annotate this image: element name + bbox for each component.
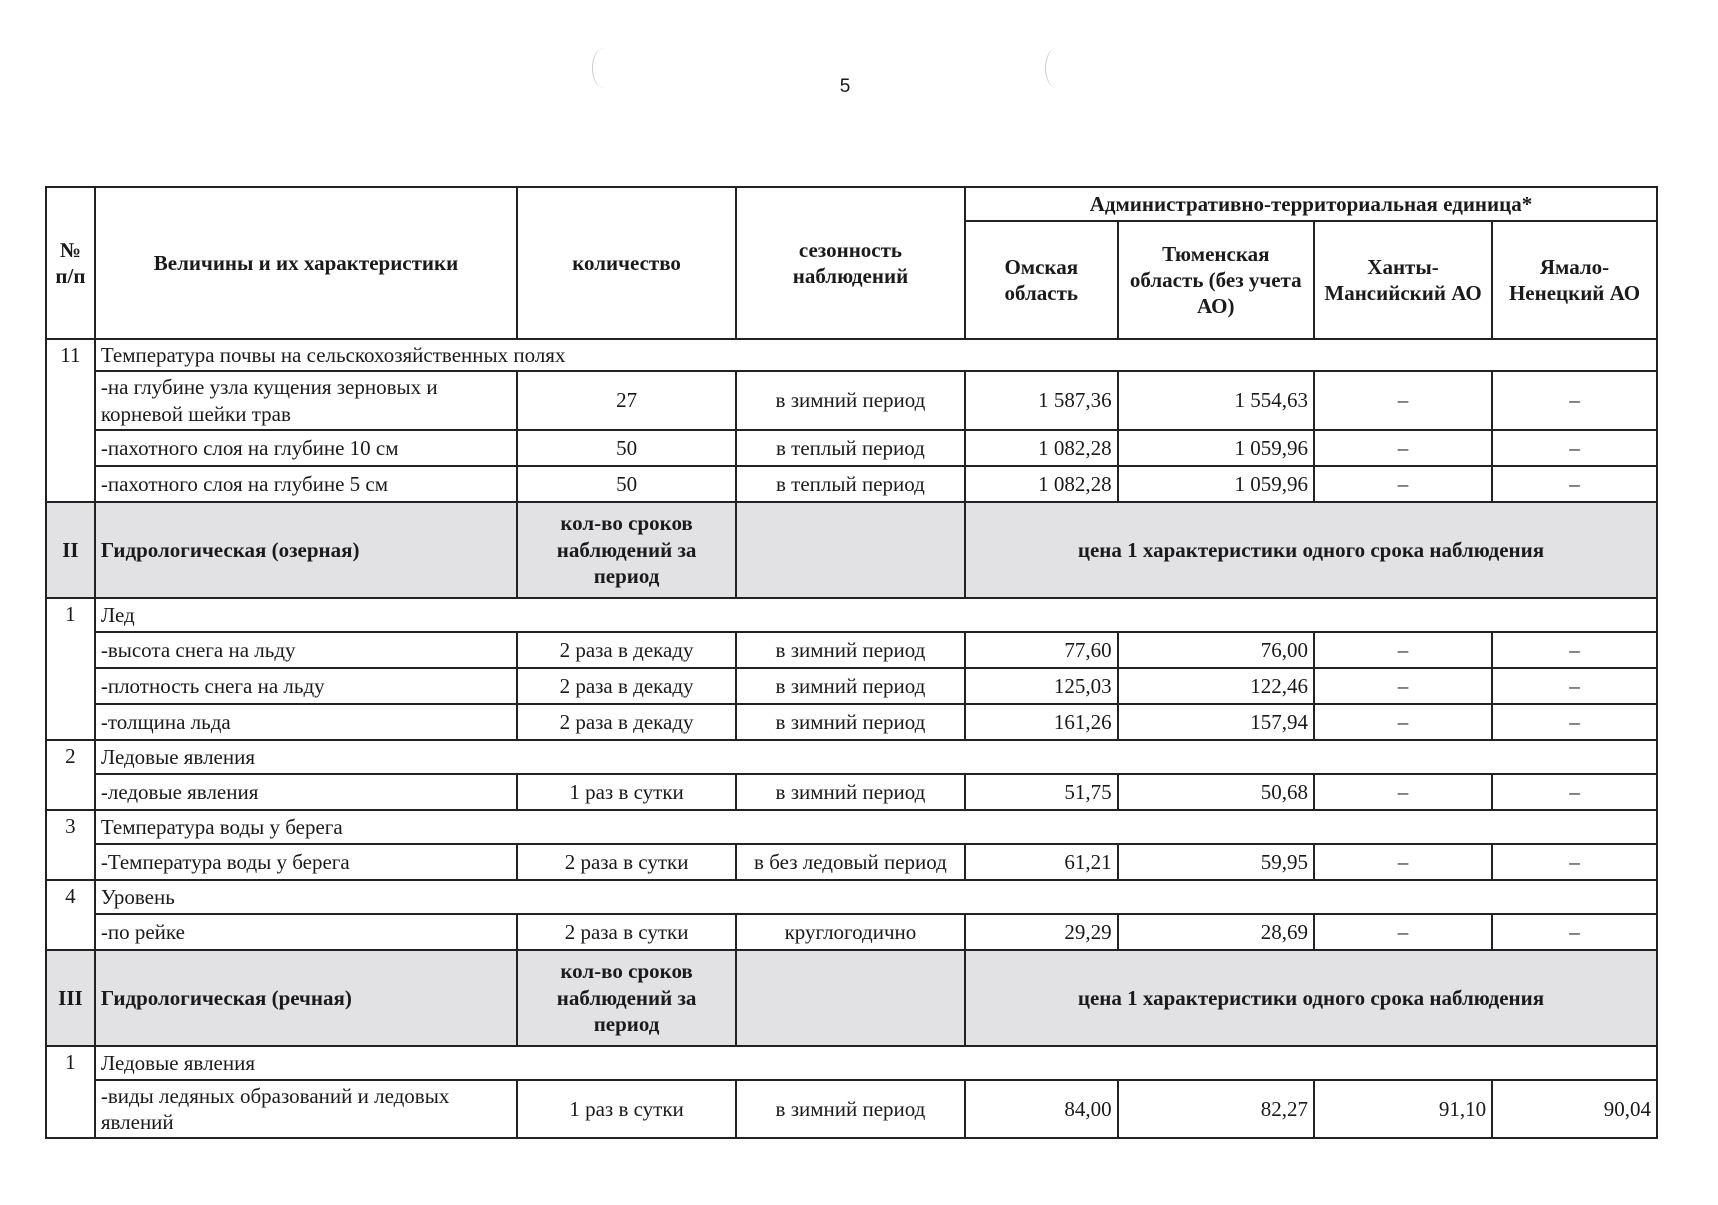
item-season: в без ледовый период (736, 844, 965, 880)
group-title: Ледовые явления (95, 1046, 1657, 1080)
value-khmao: – (1314, 632, 1492, 668)
item-season: в зимний период (736, 371, 965, 430)
item-name: -высота снега на льду (95, 632, 517, 668)
section-count-header: кол-во сроков наблюдений за период (517, 950, 736, 1046)
value-tyumen: 122,46 (1118, 668, 1314, 704)
section-title: Гидрологическая (озерная) (95, 502, 517, 598)
item-count: 27 (517, 371, 736, 430)
value-omsk: 1 587,36 (965, 371, 1118, 430)
item-season: в зимний период (736, 632, 965, 668)
item-count: 50 (517, 466, 736, 502)
item-count: 2 раза в сутки (517, 844, 736, 880)
item-count: 1 раз в сутки (517, 774, 736, 810)
value-tyumen: 1 059,96 (1118, 466, 1314, 502)
header-seasonality: сезонность наблюдений (736, 187, 965, 339)
scan-mark (592, 48, 615, 88)
value-yanao: 90,04 (1492, 1080, 1657, 1139)
value-khmao: – (1314, 371, 1492, 430)
value-tyumen: 76,00 (1118, 632, 1314, 668)
item-name: -пахотного слоя на глубине 10 см (95, 430, 517, 466)
value-yanao: – (1492, 371, 1657, 430)
value-yanao: – (1492, 914, 1657, 950)
section-number: III (46, 950, 95, 1046)
item-name: -ледовые явления (95, 774, 517, 810)
value-khmao: – (1314, 466, 1492, 502)
item-name: -пахотного слоя на глубине 5 см (95, 466, 517, 502)
value-omsk: 77,60 (965, 632, 1118, 668)
value-tyumen: 1 059,96 (1118, 430, 1314, 466)
item-count: 2 раза в декаду (517, 668, 736, 704)
item-season: в теплый период (736, 466, 965, 502)
section-title: Гидрологическая (речная) (95, 950, 517, 1046)
value-tyumen: 82,27 (1118, 1080, 1314, 1139)
item-count: 50 (517, 430, 736, 466)
item-name: -Температура воды у берега (95, 844, 517, 880)
item-season: в зимний период (736, 1080, 965, 1139)
page-number: 5 (839, 76, 851, 97)
item-count: 2 раза в декаду (517, 704, 736, 740)
section-price-header: цена 1 характеристики одного срока наблюдения (965, 950, 1657, 1046)
value-yanao: – (1492, 844, 1657, 880)
header-region-tyumen: Тюменская область (без учета АО) (1118, 221, 1314, 339)
value-yanao: – (1492, 704, 1657, 740)
value-omsk: 51,75 (965, 774, 1118, 810)
value-omsk: 61,21 (965, 844, 1118, 880)
item-count: 2 раза в декаду (517, 632, 736, 668)
value-yanao: – (1492, 774, 1657, 810)
value-tyumen: 50,68 (1118, 774, 1314, 810)
value-khmao: – (1314, 774, 1492, 810)
group-title: Температура воды у берега (95, 810, 1657, 844)
scan-mark (1045, 48, 1068, 88)
value-tyumen: 1 554,63 (1118, 371, 1314, 430)
row-number: 3 (46, 810, 95, 880)
item-season: в зимний период (736, 668, 965, 704)
value-omsk: 1 082,28 (965, 466, 1118, 502)
header-region-omsk: Омская область (965, 221, 1118, 339)
value-yanao: – (1492, 430, 1657, 466)
value-khmao: – (1314, 844, 1492, 880)
item-season: в зимний период (736, 704, 965, 740)
group-title: Температура почвы на сельскохозяйственных полях (95, 339, 1657, 371)
value-yanao: – (1492, 632, 1657, 668)
section-number: II (46, 502, 95, 598)
row-number: 1 (46, 1046, 95, 1139)
item-name: -толщина льда (95, 704, 517, 740)
item-name: -на глубине узла кущения зерновых и корневой шейки трав (95, 371, 517, 430)
value-khmao: – (1314, 914, 1492, 950)
value-yanao: – (1492, 466, 1657, 502)
value-khmao: – (1314, 668, 1492, 704)
item-count: 1 раз в сутки (517, 1080, 736, 1139)
value-omsk: 84,00 (965, 1080, 1118, 1139)
header-region-khmao: Ханты-Мансийский АО (1314, 221, 1492, 339)
item-name: -виды ледяных образований и ледовых явлений (95, 1080, 517, 1139)
value-omsk: 161,26 (965, 704, 1118, 740)
group-title: Уровень (95, 880, 1657, 914)
group-title: Ледовые явления (95, 740, 1657, 774)
section-price-header: цена 1 характеристики одного срока наблюдения (965, 502, 1657, 598)
item-season: в зимний период (736, 774, 965, 810)
header-no: № п/п (46, 187, 95, 339)
value-omsk: 1 082,28 (965, 430, 1118, 466)
value-yanao: – (1492, 668, 1657, 704)
item-season: круглогодично (736, 914, 965, 950)
value-omsk: 29,29 (965, 914, 1118, 950)
item-name: -плотность снега на льду (95, 668, 517, 704)
value-omsk: 125,03 (965, 668, 1118, 704)
value-tyumen: 28,69 (1118, 914, 1314, 950)
row-number: 2 (46, 740, 95, 810)
value-tyumen: 157,94 (1118, 704, 1314, 740)
header-admin-unit: Административно-территориальная единица* (965, 187, 1657, 221)
section-empty-cell (736, 950, 965, 1046)
header-quantities: Величины и их характеристики (95, 187, 517, 339)
item-season: в теплый период (736, 430, 965, 466)
row-number: 11 (46, 339, 95, 502)
header-count: количество (517, 187, 736, 339)
group-title: Лед (95, 598, 1657, 632)
value-khmao: 91,10 (1314, 1080, 1492, 1139)
value-tyumen: 59,95 (1118, 844, 1314, 880)
item-name: -по рейке (95, 914, 517, 950)
section-empty-cell (736, 502, 965, 598)
section-count-header: кол-во сроков наблюдений за период (517, 502, 736, 598)
row-number: 4 (46, 880, 95, 950)
value-khmao: – (1314, 430, 1492, 466)
value-khmao: – (1314, 704, 1492, 740)
tariff-table (45, 186, 1658, 1139)
item-count: 2 раза в сутки (517, 914, 736, 950)
header-region-yanao: Ямало-Ненецкий АО (1492, 221, 1657, 339)
row-number: 1 (46, 598, 95, 740)
